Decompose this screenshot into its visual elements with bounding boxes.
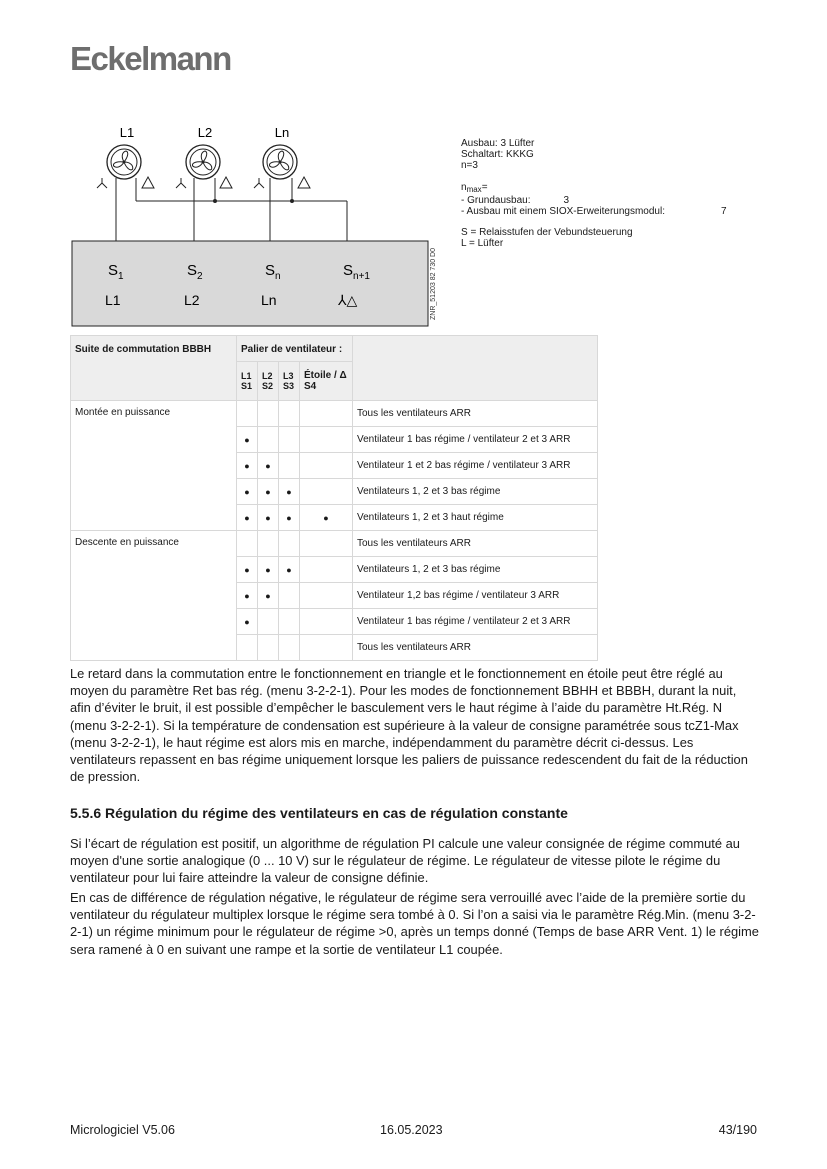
legend-grundausbau: - Grundausbau: 3: [461, 194, 570, 206]
paragraph-negative: En cas de différence de régulation négative, le régulateur de régime sera verrouillé avec l’aide de la première sortie du ventilateur du régulateur multiplex lorsque le régime sera tombé à 0. Si l’on a saisi via le paramètre Rég.Min. (menu 3-2-2-1) un régime minimum pour le régulateur de régime >0, après un temps donné (Temps de base ARR Vent. 1) le régime sera ramené à 0 en suivant une rampe et la sortie de ventilateur L1 coupée.: [70, 890, 759, 957]
fan-wiring-diagram: [60, 120, 440, 330]
row-description: Tous les ventilateurs ARR: [353, 635, 598, 661]
stage-dot: [300, 427, 353, 453]
legend-schaltart: Schaltart: KKKG: [461, 149, 534, 161]
legend-l-definition: L = Lüfter: [461, 238, 504, 250]
table-row: [71, 531, 598, 557]
stage-dot: [279, 401, 300, 427]
box-label: Ln: [261, 292, 277, 308]
footer-date: 16.05.2023: [380, 1123, 443, 1137]
stage-dot: ●: [279, 479, 300, 505]
stage-dot: ●: [237, 427, 258, 453]
stage-dot: ●: [258, 453, 279, 479]
star-icon: [176, 178, 186, 188]
fan-label: L2: [197, 125, 213, 140]
stage-dot: [300, 453, 353, 479]
row-description: Ventilateurs 1, 2 et 3 bas régime: [353, 557, 598, 583]
fan-icon: [107, 145, 141, 179]
junction: [213, 199, 217, 203]
stage-dot: [279, 453, 300, 479]
stage-dot: [258, 427, 279, 453]
stage-dot: [258, 401, 279, 427]
diagram-legend: [461, 138, 727, 250]
row-description: Tous les ventilateurs ARR: [353, 401, 598, 427]
stage-dot: ●: [258, 479, 279, 505]
stage-dot: ●: [279, 557, 300, 583]
stage-label-s2: $S_2$: [187, 262, 203, 282]
stage-dot: ●: [258, 557, 279, 583]
stage-dot: [279, 609, 300, 635]
stage-dot: [300, 479, 353, 505]
stage-dot: ●: [279, 505, 300, 531]
legend-ausbau: Ausbau: 3 Lüfter: [461, 138, 535, 149]
stage-dot: ●: [237, 609, 258, 635]
legend-n: n=3: [461, 160, 478, 172]
row-description: Ventilateur 1,2 bas régime / ventilateur 3 ARR: [353, 583, 598, 609]
fan-icon: [186, 145, 220, 179]
stage-dot: ●: [300, 505, 353, 531]
legend-s-definition: S = Relaisstufen der Vebundsteuerung: [461, 227, 633, 239]
fan-label: L1: [119, 125, 135, 140]
footer-page: 43/190: [718, 1123, 757, 1137]
stage-dot: ●: [237, 583, 258, 609]
row-description: Ventilateur 1 bas régime / ventilateur 2 et 3 ARR: [353, 427, 598, 453]
eckelmann-logo: Eckelmann: [70, 40, 231, 77]
junction: [290, 199, 294, 203]
stage-dot: [258, 635, 279, 661]
header-sequence: Suite de commutation BBBH: [71, 336, 237, 401]
row-description: Ventilateur 1 bas régime / ventilateur 2 et 3 ARR: [353, 609, 598, 635]
stage-dot: ●: [258, 583, 279, 609]
legend-nmax: $n_{max}=$: [461, 181, 488, 194]
paragraph-delay: Le retard dans la commutation entre le fonctionnement en triangle et le fonctionnement en étoile peut être réglé au moyen du paramètre Ret bas rég. (menu 3-2-2-1). Pour les modes de fonctionnement BBHH et BBBH, durant la nuit, afin d’éviter le bruit, il est possible d’empêcher le basculement vers le haut régime à l’aide du paramètre Ht.Rég. N (menu 3-2-2-1). Si la température de condensation est supérieure à la valeur de consigne paramétrée sous tcZ1-Max (menu 3-2-2-1), le haut régime est alors mis en marche, indépendamment du paramètre décrit ci-dessus. Les ventilateurs repassent en bas régime uniquement lorsque les paliers de puissance redescendent du fait de la réduction de pression.: [70, 666, 748, 785]
stage-dot: ●: [237, 557, 258, 583]
stage-label-s1: $S_1$: [108, 262, 124, 282]
group-label: Descente en puissance: [71, 531, 237, 661]
footer-firmware: Micrologiciel V5.06: [70, 1123, 175, 1137]
stage-dot: [237, 531, 258, 557]
header-l3-s3: L3 S3: [279, 362, 300, 401]
stage-dot: ●: [258, 505, 279, 531]
box-label: L2: [184, 292, 200, 308]
stage-dot: [279, 583, 300, 609]
drawing-number: ZNR_51203 82 730 D0: [430, 248, 437, 320]
stage-dot: [300, 583, 353, 609]
star-delta-symbol: ⅄△: [338, 293, 358, 309]
star-icon: [97, 178, 107, 188]
stage-dot: [300, 401, 353, 427]
header-stage: Palier de ventilateur :: [237, 336, 353, 362]
legend-siox: - Ausbau mit einem SIOX-Erweiterungsmodul: 7: [461, 206, 727, 218]
header-star-delta-s4: Étoile / Δ S4: [300, 362, 353, 401]
stage-dot: [300, 609, 353, 635]
section-heading: 5.5.6 Régulation du régime des ventilateurs en cas de régulation constante: [70, 805, 568, 821]
header-l1-s1: L1 S1: [237, 362, 258, 401]
triangle-icon: [142, 177, 154, 188]
triangle-icon: [298, 177, 310, 188]
paragraph-positive: Si l’écart de régulation est positif, un algorithme de régulation PI calcule une valeur consignée de régime commuté au moyen d'une sortie analogique (0 ... 10 V) sur le régulateur de régime. Le régulateur de vitesse pilote le régime du ventilateur pour lui faire atteindre la valeur de consigne définie.: [70, 836, 740, 886]
stage-label-sn: $S_n$: [265, 262, 281, 282]
stage-dot: [237, 401, 258, 427]
stage-dot: [300, 557, 353, 583]
controller-box: [72, 241, 428, 326]
stage-dot: [300, 635, 353, 661]
header-empty: [353, 336, 598, 401]
stage-dot: ●: [237, 453, 258, 479]
stage-dot: [258, 531, 279, 557]
row-description: Ventilateur 1 et 2 bas régime / ventilateur 3 ARR: [353, 453, 598, 479]
stage-dot: [279, 531, 300, 557]
stage-dot: ●: [237, 505, 258, 531]
header-l2-s2: L2 S2: [258, 362, 279, 401]
table-row: [71, 401, 598, 427]
stage-dot: [258, 609, 279, 635]
star-icon: [254, 178, 264, 188]
row-description: Tous les ventilateurs ARR: [353, 531, 598, 557]
row-description: Ventilateurs 1, 2 et 3 haut régime: [353, 505, 598, 531]
fan-label: Ln: [274, 125, 290, 140]
fan-icon: [263, 145, 297, 179]
stage-label-sn1: $S_{n+1}$: [343, 262, 370, 282]
stage-dot: ●: [237, 479, 258, 505]
group-label: Montée en puissance: [71, 401, 237, 531]
triangle-icon: [220, 177, 232, 188]
stage-dot: [237, 635, 258, 661]
box-label: L1: [105, 292, 121, 308]
stage-dot: [300, 531, 353, 557]
row-description: Ventilateurs 1, 2 et 3 bas régime: [353, 479, 598, 505]
switching-sequence-table: [70, 335, 598, 661]
stage-dot: [279, 427, 300, 453]
stage-dot: [279, 635, 300, 661]
